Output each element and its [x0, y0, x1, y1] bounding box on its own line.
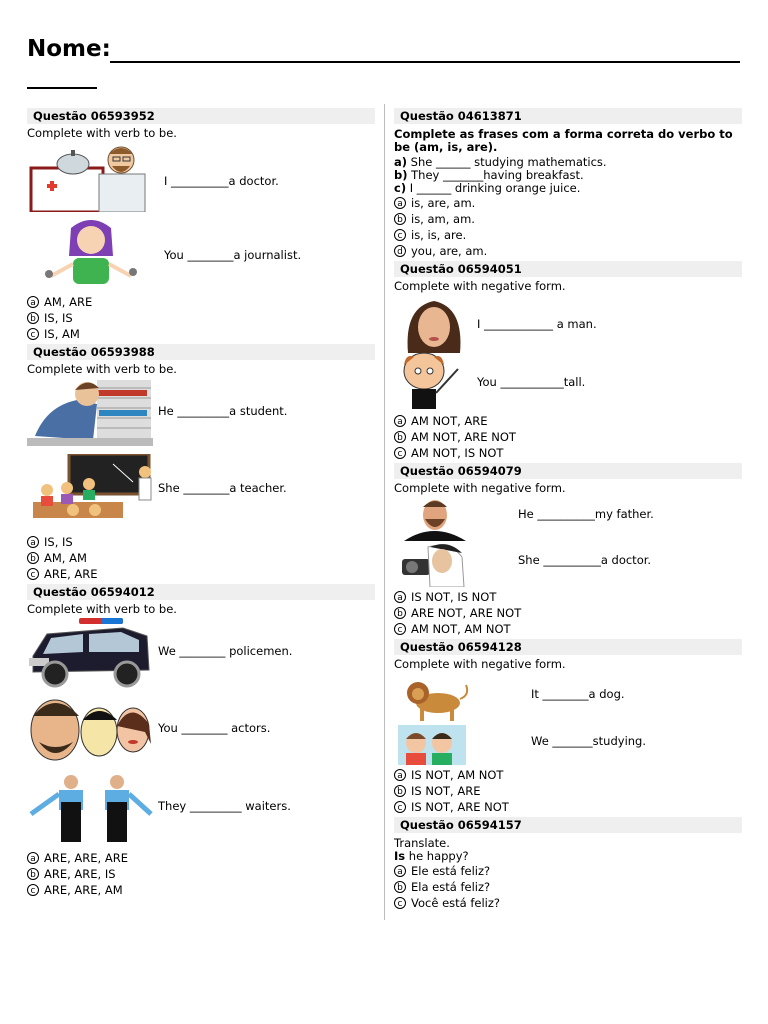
sentence: We ________ policemen. [158, 644, 293, 658]
option-text: Ela está feliz? [411, 880, 491, 894]
question-instruction: Complete with negative form. [394, 481, 566, 495]
woman-image [402, 297, 466, 353]
sentence-label: a) [394, 155, 408, 169]
police-car-image [27, 616, 153, 688]
sentence: You ________ actors. [158, 721, 271, 735]
option-letter: a [394, 197, 406, 209]
option-letter: c [394, 897, 406, 909]
option-b[interactable] [394, 429, 742, 445]
option-letter: b [394, 881, 406, 893]
question-header: Questão 06594051 [394, 261, 742, 277]
sentence: I __________a doctor. [164, 174, 279, 188]
option-c[interactable] [27, 326, 375, 342]
prompt-rest: he happy? [405, 849, 469, 863]
question-item [394, 541, 742, 589]
sentence: It ________a dog. [531, 687, 625, 701]
sentence: He _________a student. [158, 404, 288, 418]
option-text: IS, IS [44, 535, 73, 549]
option-text: AM, ARE [44, 295, 93, 309]
question-06593952 [27, 108, 375, 342]
question-header: Questão 06594079 [394, 463, 742, 479]
sentence-c [394, 182, 742, 195]
sentence: She ________a teacher. [158, 481, 287, 495]
option-letter: b [27, 312, 39, 324]
sentence: I ____________ a man. [477, 317, 597, 331]
question-item [27, 376, 375, 454]
waiters-image [27, 772, 153, 844]
question-04613871 [394, 108, 742, 259]
question-06594157 [394, 817, 742, 911]
option-text: is, are, am. [411, 196, 476, 210]
option-text: IS, AM [44, 327, 80, 341]
sentence: You ___________tall. [477, 375, 586, 389]
option-a[interactable] [27, 294, 375, 310]
question-instruction: Complete with verb to be. [27, 362, 177, 376]
short-man-image [394, 349, 464, 409]
right-column [394, 108, 742, 911]
option-letter: c [27, 568, 39, 580]
question-item [394, 349, 742, 413]
option-text: IS NOT, AM NOT [411, 768, 504, 782]
question-06594128 [394, 639, 742, 815]
option-b[interactable] [394, 879, 742, 895]
option-letter: a [394, 591, 406, 603]
question-header: Questão 06593988 [27, 344, 375, 360]
option-c[interactable] [394, 799, 742, 815]
option-text: ARE NOT, ARE NOT [411, 606, 522, 620]
question-item [27, 140, 375, 216]
option-text: is, is, are. [411, 228, 467, 242]
option-b[interactable] [27, 550, 375, 566]
sentence: You ________a journalist. [164, 248, 302, 262]
option-b[interactable] [394, 211, 742, 227]
teacher-image [33, 454, 159, 524]
option-text: ARE, ARE, ARE [44, 851, 128, 865]
sentence-text: I ______ drinking orange juice. [406, 181, 581, 195]
question-item [394, 671, 742, 719]
option-a[interactable] [27, 534, 375, 550]
option-a[interactable] [394, 195, 742, 211]
option-d[interactable] [394, 243, 742, 259]
question-instruction: Complete as frases com a forma correta do verbo to be (am, is, are). [394, 127, 733, 154]
option-c[interactable] [394, 445, 742, 461]
question-instruction: Complete with negative form. [394, 279, 566, 293]
option-c[interactable] [394, 227, 742, 243]
option-text: IS NOT, ARE [411, 784, 481, 798]
question-header: Questão 06593952 [27, 108, 375, 124]
lion-image [402, 677, 472, 721]
option-letter: c [394, 447, 406, 459]
option-letter: a [27, 852, 39, 864]
question-header: Questão 06594128 [394, 639, 742, 655]
bearded-man-image [400, 497, 470, 541]
journalist-image [41, 216, 161, 292]
option-letter: b [27, 552, 39, 564]
option-text: AM NOT, IS NOT [411, 446, 504, 460]
option-c[interactable] [27, 882, 375, 898]
option-c[interactable] [394, 895, 742, 911]
option-a[interactable] [394, 413, 742, 429]
question-item [394, 293, 742, 349]
option-letter: c [394, 229, 406, 241]
doctor-image [27, 140, 147, 212]
option-letter: b [27, 868, 39, 880]
option-text: AM NOT, AM NOT [411, 622, 511, 636]
question-item [27, 454, 375, 534]
sentence: We _______studying. [531, 734, 647, 748]
option-letter: c [27, 328, 39, 340]
question-item [27, 694, 375, 772]
option-text: IS, IS [44, 311, 73, 325]
column-divider [384, 104, 385, 920]
kids-image [398, 725, 468, 769]
option-text: Ele está feliz? [411, 864, 491, 878]
option-a[interactable] [394, 863, 742, 879]
question-item [27, 216, 375, 294]
option-text: AM NOT, ARE [411, 414, 488, 428]
option-letter: a [394, 865, 406, 877]
option-text: is, am, am. [411, 212, 475, 226]
sentence-text: She ______ studying mathematics. [407, 155, 607, 169]
option-text: Você está feliz? [411, 896, 500, 910]
question-item [27, 772, 375, 850]
question-instruction: Complete with verb to be. [27, 126, 177, 140]
prompt-bold: Is [394, 849, 406, 863]
question-06594012 [27, 584, 375, 898]
option-letter: b [394, 213, 406, 225]
option-letter: b [394, 785, 406, 797]
option-text: IS NOT, IS NOT [411, 590, 497, 604]
option-text: ARE, ARE, AM [44, 883, 123, 897]
student-image [27, 376, 153, 448]
question-item [394, 719, 742, 767]
option-letter: a [394, 769, 406, 781]
question-instruction: Complete with negative form. [394, 657, 566, 671]
option-text: ARE, ARE [44, 567, 98, 581]
question-prompt [394, 850, 742, 863]
question-header: Questão 06594012 [27, 584, 375, 600]
option-a[interactable] [27, 850, 375, 866]
name-line-continuation [27, 87, 97, 89]
sentence: They _________ waiters. [158, 799, 291, 813]
sentence-label: b) [394, 168, 408, 182]
option-a[interactable] [394, 767, 742, 783]
page-title: Nome: [27, 36, 111, 62]
sentence-text: They _______having breakfast. [407, 168, 584, 182]
option-text: ARE, ARE, IS [44, 867, 116, 881]
question-06594079 [394, 463, 742, 637]
option-letter: a [27, 536, 39, 548]
question-header: Questão 06594157 [394, 817, 742, 833]
option-a[interactable] [394, 589, 742, 605]
option-text: AM NOT, ARE NOT [411, 430, 516, 444]
option-b[interactable] [27, 310, 375, 326]
option-c[interactable] [27, 566, 375, 582]
actors-image [27, 694, 153, 766]
option-c[interactable] [394, 621, 742, 637]
option-text: you, are, am. [411, 244, 488, 258]
sentence: He __________my father. [518, 507, 654, 521]
option-letter: a [27, 296, 39, 308]
option-letter: b [394, 431, 406, 443]
option-letter: d [394, 245, 406, 257]
question-header: Questão 04613871 [394, 108, 742, 124]
option-letter: c [27, 884, 39, 896]
question-06593988 [27, 344, 375, 582]
option-letter: c [394, 801, 406, 813]
option-b[interactable] [394, 783, 742, 799]
option-text: AM, AM [44, 551, 87, 565]
question-06594051 [394, 261, 742, 461]
option-letter: c [394, 623, 406, 635]
option-text: IS NOT, ARE NOT [411, 800, 509, 814]
option-b[interactable] [394, 605, 742, 621]
question-instruction: Translate. [394, 836, 450, 850]
left-column [27, 108, 375, 898]
option-letter: a [394, 415, 406, 427]
option-b[interactable] [27, 866, 375, 882]
option-letter: b [394, 607, 406, 619]
photographer-image [400, 543, 470, 587]
question-item [27, 616, 375, 694]
sentence-label: c) [394, 181, 407, 195]
sentence: She __________a doctor. [518, 553, 652, 567]
question-item [394, 495, 742, 541]
name-line [110, 61, 740, 63]
question-instruction: Complete with verb to be. [27, 602, 177, 616]
